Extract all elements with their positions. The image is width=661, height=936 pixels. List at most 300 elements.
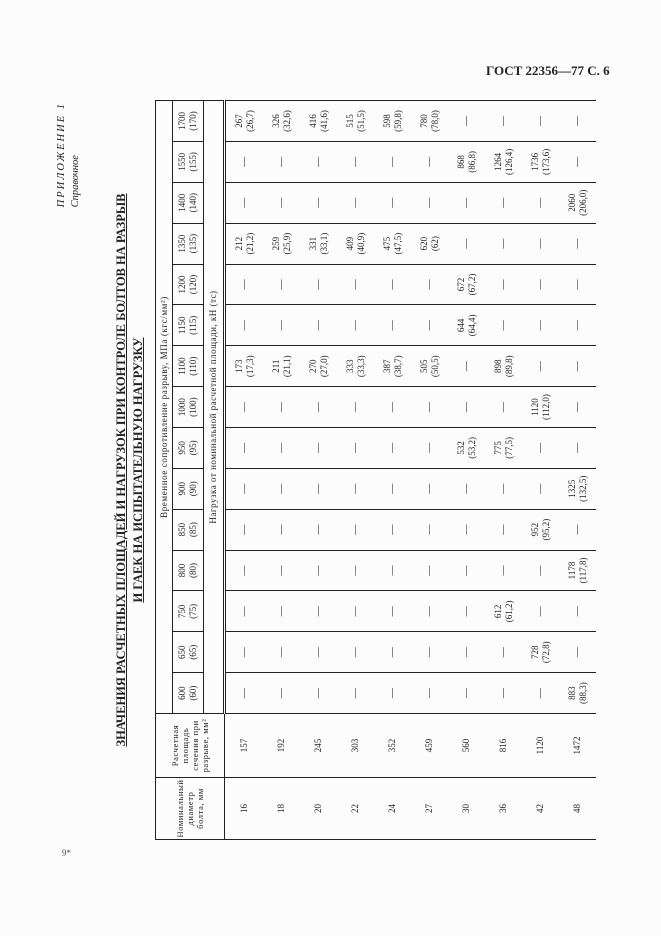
cell-load — [448, 264, 485, 305]
cell-load — [485, 141, 522, 182]
cell-empty: — — [485, 223, 522, 264]
load-kn: 173 — [233, 359, 244, 373]
cell-area: 1120 — [522, 714, 559, 778]
load-tc: (53,2) — [466, 437, 477, 459]
cell-empty: — — [522, 550, 559, 591]
cell-empty: — — [263, 632, 300, 673]
cell-load — [300, 101, 337, 142]
cell-area: 192 — [263, 714, 300, 778]
cell-load — [337, 346, 374, 387]
load-kn: 644 — [455, 318, 466, 333]
table-row — [263, 101, 300, 840]
cell-empty: — — [225, 264, 264, 305]
cell-empty: — — [522, 182, 559, 223]
header-strength: Временное сопротивление разрыву, МПа (кгс/мм²) — [156, 101, 173, 714]
cell-empty: — — [263, 591, 300, 632]
cell-empty: — — [374, 632, 411, 673]
cell-empty: — — [411, 632, 448, 673]
cell-empty: — — [263, 550, 300, 591]
cell-empty: — — [485, 101, 522, 142]
load-kn: 387 — [381, 359, 392, 373]
header-strength-value — [173, 509, 204, 550]
cell-diameter: 16 — [225, 778, 264, 840]
load-tc: (112,0) — [540, 394, 551, 421]
cell-empty: — — [411, 509, 448, 550]
strength-kgf: (100) — [188, 397, 198, 417]
cell-empty: — — [485, 305, 522, 346]
load-tc: (64,4) — [466, 314, 477, 337]
cell-empty: — — [225, 182, 264, 223]
load-kn: 505 — [418, 359, 429, 373]
load-kn: 211 — [270, 359, 281, 373]
table-row — [300, 101, 337, 840]
cell-load — [522, 141, 559, 182]
cell-empty: — — [300, 141, 337, 182]
cell-empty: — — [337, 182, 374, 223]
header-strength-value — [173, 387, 204, 428]
cell-empty: — — [411, 591, 448, 632]
cell-area: 157 — [225, 714, 264, 778]
cell-empty: — — [559, 509, 596, 550]
cell-empty: — — [448, 223, 485, 264]
load-kn: 1736 — [529, 152, 540, 171]
appendix-note: Справочное — [70, 155, 81, 208]
cell-empty: — — [300, 387, 337, 428]
cell-empty: — — [374, 305, 411, 346]
strength-mpa: 1350 — [177, 234, 187, 253]
cell-empty: — — [411, 427, 448, 468]
cell-empty: — — [225, 387, 264, 428]
load-kn: 672 — [455, 277, 466, 292]
load-tc: (38,7) — [392, 355, 403, 378]
cell-area: 303 — [337, 714, 374, 778]
cell-empty: — — [374, 468, 411, 509]
cell-diameter: 30 — [448, 778, 485, 840]
cell-empty: — — [263, 427, 300, 468]
cell-empty: — — [225, 509, 264, 550]
load-tc: (206,0) — [577, 189, 588, 216]
strength-kgf: (85) — [188, 522, 198, 538]
cell-empty: — — [225, 141, 264, 182]
cell-empty: — — [411, 264, 448, 305]
cell-load — [448, 141, 485, 182]
cell-empty: — — [300, 182, 337, 223]
cell-empty: — — [337, 591, 374, 632]
cell-load — [225, 101, 264, 142]
cell-empty: — — [337, 141, 374, 182]
cell-load — [225, 223, 264, 264]
cell-load — [559, 673, 596, 714]
cell-empty: — — [559, 141, 596, 182]
cell-empty: — — [522, 305, 559, 346]
cell-empty: — — [522, 591, 559, 632]
cell-empty: — — [374, 550, 411, 591]
cell-empty: — — [300, 632, 337, 673]
header-strength-value — [173, 468, 204, 509]
cell-load — [411, 101, 448, 142]
load-tc: (27,0) — [318, 355, 329, 378]
load-kn: 267 — [233, 114, 244, 128]
load-kn: 883 — [566, 686, 577, 700]
table-title — [113, 100, 147, 840]
strength-mpa: 800 — [177, 563, 187, 578]
table-row — [411, 101, 448, 840]
cell-area: 816 — [485, 714, 522, 778]
cell-diameter: 20 — [300, 778, 337, 840]
cell-empty: — — [448, 673, 485, 714]
page-number: 9* — [62, 848, 71, 858]
header-strength-value — [173, 305, 204, 346]
cell-load — [485, 346, 522, 387]
load-tc: (89,8) — [503, 355, 514, 378]
load-tc: (41,6) — [318, 110, 329, 132]
strength-kgf: (60) — [188, 685, 198, 701]
page-header: ГОСТ 22356—77 С. 6 — [486, 63, 610, 78]
strength-kgf: (80) — [188, 563, 198, 578]
cell-empty: — — [300, 427, 337, 468]
cell-empty: — — [300, 550, 337, 591]
cell-load — [448, 427, 485, 468]
cell-load — [411, 346, 448, 387]
cell-empty: — — [485, 673, 522, 714]
strength-mpa: 1150 — [177, 316, 187, 335]
cell-empty: — — [300, 591, 337, 632]
header-strength-value — [173, 673, 204, 714]
strength-mpa: 1100 — [177, 357, 187, 376]
load-kn: 1178 — [566, 561, 577, 580]
cell-diameter: 24 — [374, 778, 411, 840]
strength-kgf: (155) — [188, 152, 198, 172]
cell-empty: — — [300, 264, 337, 305]
cell-empty: — — [485, 509, 522, 550]
load-tc: (40,9) — [355, 232, 366, 255]
load-kn: 331 — [307, 236, 318, 251]
cell-load — [374, 346, 411, 387]
load-tc: (47,5) — [392, 232, 403, 255]
cell-empty: — — [485, 468, 522, 509]
cell-empty: — — [522, 673, 559, 714]
cell-load — [374, 101, 411, 142]
strength-mpa: 1550 — [177, 152, 187, 171]
load-tc: (51,5) — [355, 110, 366, 132]
table-title-line2: И ГАЕК НА ИСПЫТАТЕЛЬНУЮ НАГРУЗКУ — [131, 337, 145, 603]
cell-load — [522, 632, 559, 673]
cell-empty: — — [559, 305, 596, 346]
load-tc: (59,8) — [392, 110, 403, 132]
cell-load — [263, 101, 300, 142]
cell-load — [337, 101, 374, 142]
cell-diameter: 42 — [522, 778, 559, 840]
header-strength-value — [173, 550, 204, 591]
cell-empty: — — [374, 427, 411, 468]
cell-empty: — — [374, 509, 411, 550]
strength-kgf: (65) — [188, 644, 198, 660]
table-row — [485, 101, 522, 840]
cell-diameter: 36 — [485, 778, 522, 840]
cell-empty: — — [225, 632, 264, 673]
load-tc: (77,5) — [503, 437, 514, 459]
cell-empty: — — [559, 264, 596, 305]
load-tc: (173,6) — [540, 148, 551, 176]
cell-empty: — — [263, 182, 300, 223]
header-strength-value — [173, 591, 204, 632]
load-kn: 898 — [492, 359, 503, 373]
cell-empty: — — [263, 305, 300, 346]
table-row — [559, 101, 596, 840]
load-tc: (88,3) — [577, 682, 588, 704]
load-tc: (86,8) — [466, 151, 477, 173]
strength-kgf: (135) — [188, 233, 198, 254]
header-strength-value — [173, 182, 204, 223]
header-strength-value — [173, 223, 204, 264]
cell-empty: — — [374, 387, 411, 428]
load-tc: (21,2) — [244, 232, 255, 255]
strength-mpa: 950 — [177, 441, 187, 455]
header-strength-value — [173, 346, 204, 387]
load-tc: (62) — [429, 236, 440, 252]
load-kn: 1120 — [529, 398, 540, 416]
cell-empty: — — [337, 673, 374, 714]
strength-mpa: 850 — [177, 522, 187, 537]
strength-kgf: (110) — [188, 356, 198, 376]
cell-empty: — — [263, 673, 300, 714]
load-tc: (21,1) — [281, 355, 292, 378]
cell-empty: — — [448, 182, 485, 223]
load-tc: (25,9) — [281, 232, 292, 255]
cell-empty: — — [411, 182, 448, 223]
cell-empty: — — [225, 305, 264, 346]
load-tc: (33,1) — [318, 232, 329, 255]
cell-diameter: 27 — [411, 778, 448, 840]
cell-empty: — — [263, 468, 300, 509]
table-row — [448, 101, 485, 840]
cell-empty: — — [559, 387, 596, 428]
header-strength-value — [173, 632, 204, 673]
cell-empty: — — [559, 632, 596, 673]
cell-empty: — — [374, 182, 411, 223]
cell-empty: — — [559, 101, 596, 142]
cell-empty: — — [374, 673, 411, 714]
load-tc: (33,3) — [355, 355, 366, 378]
load-kn: 515 — [344, 114, 355, 128]
load-kn: 612 — [492, 604, 503, 619]
load-kn: 2060 — [566, 193, 577, 212]
cell-load — [448, 305, 485, 346]
strength-mpa: 650 — [177, 645, 187, 659]
cell-load — [263, 346, 300, 387]
cell-load — [522, 509, 559, 550]
header-load: Нагрузка от номинальной расчетной площади, кН (тс) — [204, 101, 225, 714]
appendix-title: ПРИЛОЖЕНИЕ 1 — [56, 102, 67, 208]
cell-empty: — — [374, 591, 411, 632]
strength-kgf: (140) — [188, 193, 198, 213]
cell-empty: — — [300, 673, 337, 714]
cell-load — [559, 182, 596, 223]
header-strength-value — [173, 264, 204, 305]
load-tc: (50,5) — [429, 355, 440, 378]
cell-empty: — — [522, 468, 559, 509]
strength-kgf: (120) — [188, 274, 198, 295]
cell-empty: — — [225, 427, 264, 468]
cell-empty: — — [559, 591, 596, 632]
load-kn: 326 — [270, 114, 281, 128]
cell-empty: — — [263, 509, 300, 550]
cell-empty: — — [337, 264, 374, 305]
cell-empty: — — [448, 468, 485, 509]
load-kn: 598 — [381, 114, 392, 128]
load-kn: 409 — [344, 236, 355, 251]
strength-mpa: 1400 — [177, 193, 187, 212]
cell-empty: — — [448, 591, 485, 632]
cell-empty: — — [559, 427, 596, 468]
cell-diameter: 48 — [559, 778, 596, 840]
cell-empty: — — [337, 550, 374, 591]
load-kn: 270 — [307, 359, 318, 373]
cell-empty: — — [337, 427, 374, 468]
cell-empty: — — [337, 632, 374, 673]
cell-empty: — — [411, 141, 448, 182]
cell-empty: — — [485, 264, 522, 305]
cell-empty: — — [448, 101, 485, 142]
strength-kgf: (75) — [188, 603, 198, 619]
cell-empty: — — [448, 550, 485, 591]
load-tc: (78,0) — [429, 110, 440, 132]
cell-empty: — — [485, 550, 522, 591]
cell-empty: — — [263, 387, 300, 428]
load-tc: (26,7) — [244, 110, 255, 132]
load-tc: (67,2) — [466, 273, 477, 296]
cell-load — [374, 223, 411, 264]
cell-load — [559, 468, 596, 509]
header-strength-value — [173, 141, 204, 182]
header-area: Расчетная площадь сечения при разрыве, мм² — [156, 714, 225, 778]
load-kn: 333 — [344, 359, 355, 373]
strength-kgf: (90) — [188, 481, 198, 497]
cell-empty: — — [411, 673, 448, 714]
strength-kgf: (95) — [188, 440, 198, 456]
load-kn: 212 — [233, 236, 244, 251]
load-tc: (132,5) — [577, 475, 588, 502]
strength-kgf: (115) — [188, 315, 198, 335]
load-kn: 728 — [529, 645, 540, 659]
table-row — [225, 101, 264, 840]
cell-empty: — — [337, 509, 374, 550]
cell-empty: — — [337, 468, 374, 509]
load-kn: 416 — [307, 114, 318, 128]
load-kn: 259 — [270, 236, 281, 251]
strength-mpa: 750 — [177, 604, 187, 619]
strength-mpa: 1200 — [177, 275, 187, 294]
load-kn: 475 — [381, 236, 392, 251]
load-tc: (95,2) — [540, 518, 551, 541]
rotated-page-content — [55, 100, 600, 840]
cell-empty: — — [337, 305, 374, 346]
cell-empty: — — [300, 305, 337, 346]
cell-empty: — — [522, 101, 559, 142]
load-kn: 1325 — [566, 479, 577, 498]
appendix-label — [55, 102, 83, 207]
cell-empty: — — [225, 673, 264, 714]
cell-area: 560 — [448, 714, 485, 778]
header-strength-value — [173, 427, 204, 468]
cell-load — [300, 223, 337, 264]
load-tc: (32,6) — [281, 110, 292, 132]
load-tc: (17,3) — [244, 355, 255, 378]
load-kn: 780 — [418, 114, 429, 128]
cell-area: 245 — [300, 714, 337, 778]
cell-load — [337, 223, 374, 264]
cell-empty: — — [485, 182, 522, 223]
cell-load — [522, 387, 559, 428]
strength-mpa: 900 — [177, 482, 187, 496]
header-strength-value — [173, 101, 204, 142]
cell-empty: — — [411, 305, 448, 346]
cell-empty: — — [225, 550, 264, 591]
cell-empty: — — [263, 264, 300, 305]
cell-empty: — — [263, 141, 300, 182]
table-title-line1: ЗНАЧЕНИЯ РАСЧЕТНЫХ ПЛОЩАДЕЙ И НАГРУЗОК ПРИ КОНТРОЛЕ БОЛТОВ НА РАЗРЫВ — [114, 193, 128, 747]
cell-empty: — — [448, 509, 485, 550]
load-tc: (117,8) — [577, 557, 588, 584]
cell-load — [485, 591, 522, 632]
cell-empty: — — [522, 427, 559, 468]
load-kn: 1264 — [492, 152, 503, 171]
loads-table — [155, 100, 596, 840]
cell-load — [263, 223, 300, 264]
load-kn: 868 — [455, 155, 466, 169]
cell-load — [225, 346, 264, 387]
cell-empty: — — [522, 264, 559, 305]
cell-empty: — — [337, 387, 374, 428]
cell-empty: — — [559, 346, 596, 387]
strength-mpa: 1000 — [177, 398, 187, 417]
load-kn: 952 — [529, 522, 540, 537]
table-row — [374, 101, 411, 840]
cell-empty: — — [448, 387, 485, 428]
cell-area: 1472 — [559, 714, 596, 778]
cell-load — [485, 427, 522, 468]
cell-empty: — — [374, 264, 411, 305]
load-tc: (126,4) — [503, 148, 514, 176]
table-row — [337, 101, 374, 840]
strength-kgf: (170) — [188, 111, 198, 131]
cell-empty: — — [411, 387, 448, 428]
cell-empty: — — [225, 591, 264, 632]
cell-empty: — — [485, 632, 522, 673]
cell-area: 459 — [411, 714, 448, 778]
cell-empty: — — [448, 632, 485, 673]
cell-empty: — — [559, 223, 596, 264]
cell-diameter: 18 — [263, 778, 300, 840]
strength-mpa: 600 — [177, 686, 187, 700]
cell-empty: — — [522, 223, 559, 264]
cell-empty: — — [300, 468, 337, 509]
cell-empty: — — [448, 346, 485, 387]
cell-empty: — — [300, 509, 337, 550]
load-kn: 620 — [418, 236, 429, 251]
cell-empty: — — [411, 468, 448, 509]
cell-empty: — — [374, 141, 411, 182]
load-kn: 775 — [492, 441, 503, 455]
cell-load — [300, 346, 337, 387]
header-diameter: Номинальный диаметр болта, мм — [156, 778, 225, 840]
strength-mpa: 1700 — [177, 111, 187, 130]
cell-empty: — — [225, 468, 264, 509]
table-row — [522, 101, 559, 840]
cell-area: 352 — [374, 714, 411, 778]
cell-diameter: 22 — [337, 778, 374, 840]
cell-empty: — — [485, 387, 522, 428]
